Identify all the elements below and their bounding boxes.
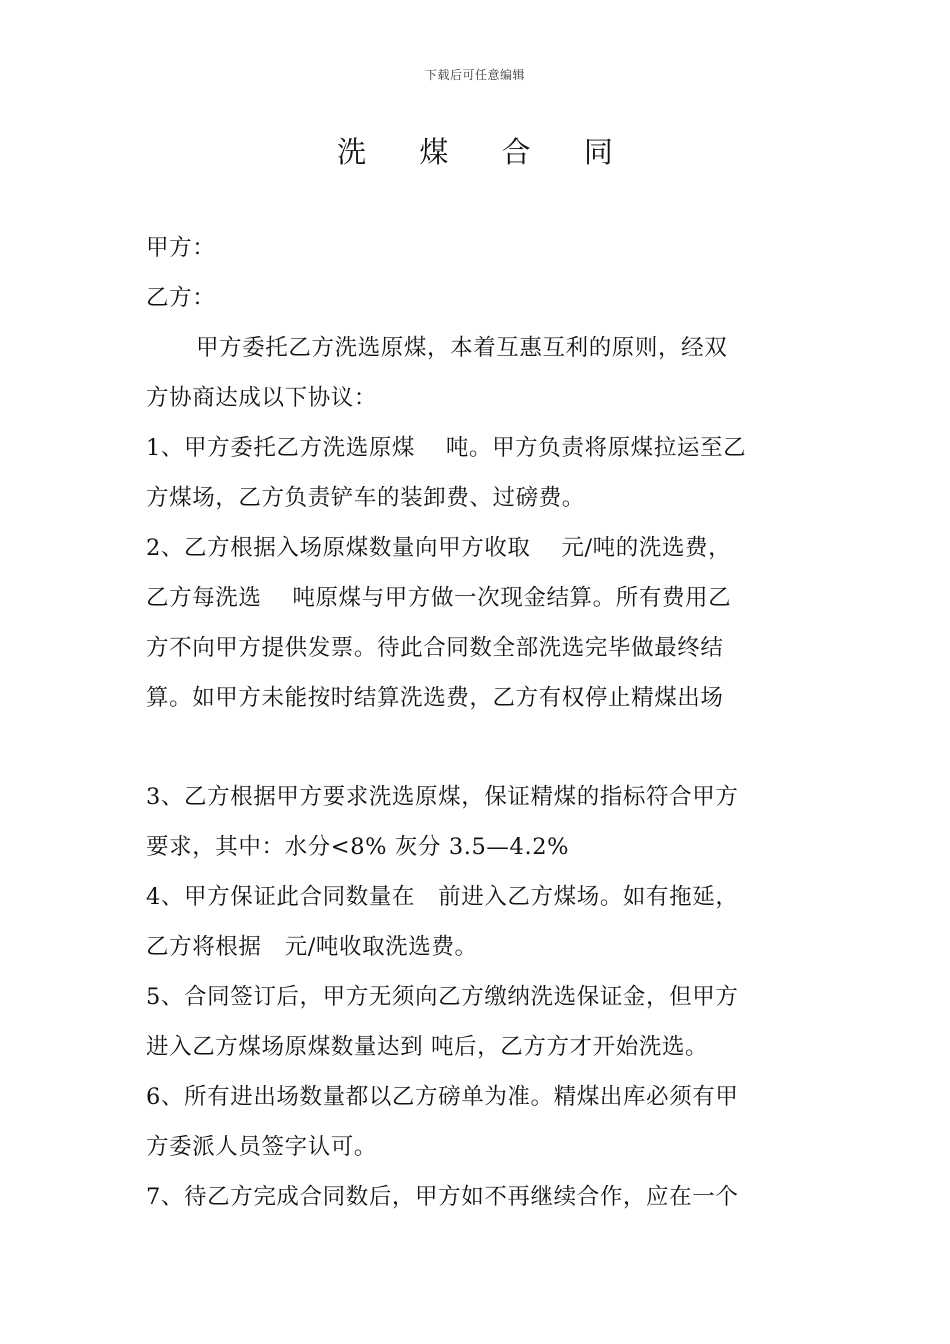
- clause-1-line-1: 1、甲方委托乙方洗选原煤 吨。甲方负责将原煤拉运至乙: [146, 435, 747, 461]
- party-b-line: 乙方：: [146, 285, 216, 311]
- clause-7-line-1: 7、待乙方完成合同数后，甲方如不再继续合作，应在一个: [146, 1184, 739, 1210]
- header-note: 下载后可任意编辑: [424, 68, 525, 82]
- clause-6-line-1: 6、所有进出场数量都以乙方磅单为准。精煤出库必须有甲: [146, 1084, 739, 1110]
- clause-4-line-1: 4、甲方保证此合同数量在 前进入乙方煤场。如有拖延，: [146, 884, 739, 910]
- intro-line-1: 甲方委托乙方洗选原煤，本着互惠互利的原则，经双: [196, 335, 728, 361]
- clause-1-line-2: 方煤场，乙方负责铲车的装卸费、过磅费。: [146, 485, 585, 511]
- document-title: 洗 煤 合 同: [337, 135, 635, 169]
- clause-5-line-2: 进入乙方煤场原煤数量达到 吨后，乙方方才开始洗选。: [146, 1034, 709, 1060]
- clause-5-line-1: 5、合同签订后，甲方无须向乙方缴纳洗选保证金，但甲方: [146, 984, 739, 1010]
- clause-6-line-2: 方委派人员签字认可。: [146, 1134, 378, 1160]
- intro-line-2: 方协商达成以下协议：: [146, 385, 378, 411]
- clause-2-line-4: 算。如甲方未能按时结算洗选费，乙方有权停止精煤出场: [146, 685, 724, 711]
- clause-3-line-1: 3、乙方根据甲方要求洗选原煤，保证精煤的指标符合甲方: [146, 784, 739, 810]
- clause-2-line-1: 2、乙方根据入场原煤数量向甲方收取 元/吨的洗选费，: [146, 535, 732, 561]
- clause-4-line-2: 乙方将根据 元/吨收取洗选费。: [146, 934, 478, 960]
- party-a-line: 甲方：: [146, 235, 216, 261]
- clause-2-line-2: 乙方每洗选 吨原煤与甲方做一次现金结算。所有费用乙: [146, 585, 732, 611]
- clause-3-line-2: 要求，其中：水分<8% 灰分 3.5—4.2%: [146, 834, 570, 860]
- clause-2-line-3: 方不向甲方提供发票。待此合同数全部洗选完毕做最终结: [146, 635, 724, 661]
